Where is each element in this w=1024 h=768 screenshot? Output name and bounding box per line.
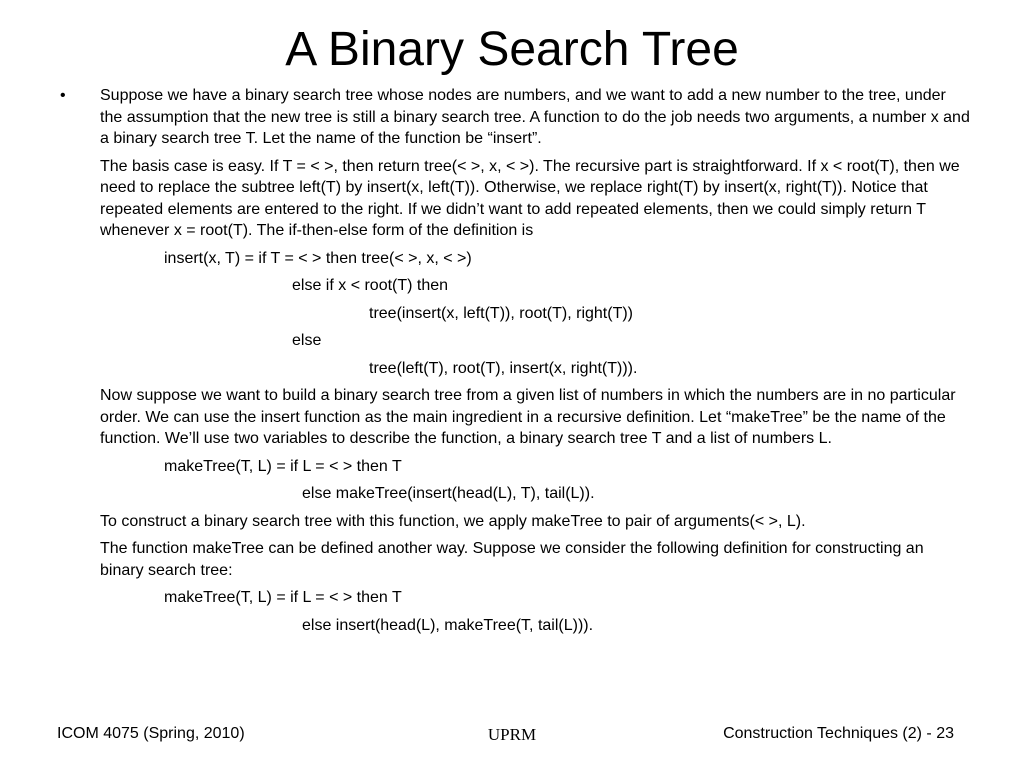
paragraph-maketree-intro: Now suppose we want to build a binary search tree from a given list of numbers in which the numbers are in no particular order. We can use the insert function as the main ingredient in a recursive definition. Let “makeTree” be the name of the function. We’ll use two variables to describe the function, a binary search tree T and a list of numbers L.: [100, 387, 956, 447]
footer-institution: UPRM: [487, 725, 537, 744]
insert-def-line-2: else if x < root(T) then: [292, 277, 449, 294]
insert-def-line-5: tree(left(T), root(T), insert(x, right(T))).: [369, 359, 638, 377]
maketree-def2-line-2: else insert(head(L), makeTree(T, tail(L))).: [302, 616, 594, 634]
paragraph-construct: To construct a binary search tree with this function, we apply makeTree to pair of arguments(< >, L).: [100, 512, 806, 530]
slide-body: [100, 85, 970, 642]
paragraph-alternative: The function makeTree can be defined another way. Suppose we consider the following definition for constructing an binary search tree:: [100, 540, 924, 579]
insert-def-line-1: insert(x, T) = if T = < > then tree(< >, x, < >): [164, 249, 472, 267]
maketree-def1-line-2: else makeTree(insert(head(L), T), tail(L)).: [302, 485, 595, 502]
insert-def-line-4: else: [292, 332, 322, 349]
footer-course: ICOM 4075 (Spring, 2010): [57, 725, 245, 742]
paragraph-basis-case: The basis case is easy. If T = < >, then return tree(< >, x, < >). The recursive part is straightforward. If x < root(T), then we need to replace the subtree left(T) by insert(x, left(T)). Otherwise, we replace right(T) by insert(x, right(T)). Notice that repeated elements are entered to the right. If we didn’t want to add repeated elements, then we could simply return T whenever x = root(T). The if-then-else form of the definition is: [100, 157, 960, 239]
bullet-marker: •: [60, 87, 66, 104]
slide-title: A Binary Search Tree: [285, 23, 739, 76]
paragraph-intro: Suppose we have a binary search tree whose nodes are numbers, and we want to add a new number to the tree, under the assumption that the new tree is still a binary search tree. A function to do the job needs two arguments, a number x and a binary search tree T. Let the name of the function be “insert”.: [100, 87, 970, 147]
insert-def-line-3: tree(insert(x, left(T)), root(T), right(T)): [369, 304, 634, 322]
maketree-def2-line-1: makeTree(T, L) = if L = < > then T: [164, 589, 402, 606]
maketree-def1-line-1: makeTree(T, L) = if L = < > then T: [164, 457, 402, 475]
footer-page-label: Construction Techniques (2) - 23: [723, 725, 954, 742]
